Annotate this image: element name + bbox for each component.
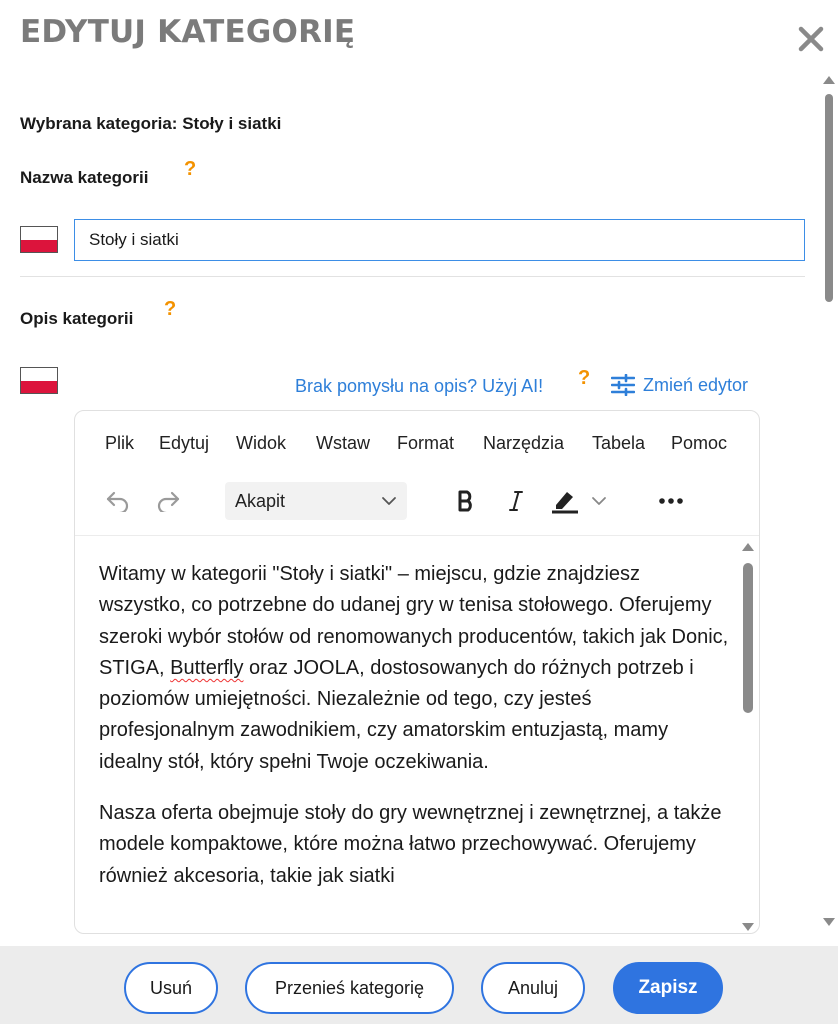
editor-content[interactable] (75, 537, 743, 934)
editor-menubar (75, 433, 759, 461)
misspelled-word: Butterfly (170, 656, 244, 679)
menu-help[interactable]: Pomoc (671, 433, 728, 453)
scroll-up-icon[interactable] (823, 76, 835, 84)
menu-format[interactable]: Format (397, 433, 455, 453)
redo-icon (155, 490, 181, 512)
highlight-color-dropdown[interactable] (587, 481, 611, 521)
close-icon (796, 24, 826, 54)
italic-icon (506, 489, 526, 513)
poland-flag-icon[interactable] (20, 226, 58, 253)
category-name-label: Nazwa kategorii (20, 168, 149, 187)
menu-view[interactable]: Widok (236, 433, 287, 453)
dialog-scrollbar[interactable] (820, 70, 838, 932)
block-format-value: Akapit (235, 490, 286, 511)
bold-icon (456, 489, 476, 513)
dialog-title: EDYTUJ KATEGORIĘ (20, 14, 356, 50)
scrollbar-thumb[interactable] (743, 563, 753, 713)
paragraph (99, 559, 729, 778)
scroll-down-icon[interactable] (823, 918, 835, 926)
cancel-button[interactable]: Anuluj (481, 962, 585, 1014)
selected-category-label: Wybrana kategoria: (20, 114, 183, 133)
close-button[interactable] (796, 24, 826, 54)
save-button[interactable]: Zapisz (613, 962, 723, 1014)
ai-help-icon[interactable]: ? (578, 367, 591, 389)
more-icon (658, 497, 684, 505)
category-description-help-icon[interactable]: ? (164, 298, 177, 320)
menu-tools[interactable]: Narzędzia (483, 433, 565, 453)
scroll-down-icon[interactable] (742, 923, 754, 931)
sliders-icon (611, 374, 635, 396)
editor-toolbar (75, 481, 759, 523)
paragraph-text: Witamy w kategorii "Stoły i siatki" – miejscu, gdzie znajdziesz wszystko, co potrzebne do udanej gry w tenisa stołowego. Oferujemy szeroki wybór stołów od renomowanych producentów, takich jak Donic, STIGA, (99, 563, 729, 679)
dialog-footer (0, 946, 838, 1024)
menu-file[interactable]: Plik (105, 433, 135, 453)
selected-category-value: Stoły i siatki (182, 114, 282, 133)
undo-icon (105, 490, 131, 512)
block-format-select[interactable] (225, 482, 407, 520)
rich-text-editor (74, 410, 760, 934)
paragraph-text: oraz JOOLA, dostosowanych do różnych potrzeb i poziomów umiejętności. Niezależnie od tego, czy jesteś profesjonalnym zawodnikiem, czy amatorskim entuzjastą, mamy idealny stół, który spełni Twoje oczekiwania. (99, 656, 694, 773)
italic-button[interactable] (499, 481, 533, 521)
bold-button[interactable] (449, 481, 483, 521)
category-description-label: Opis kategorii (20, 309, 134, 328)
poland-flag-icon[interactable] (20, 367, 58, 394)
menu-table[interactable]: Tabela (592, 433, 646, 453)
highlight-color-button[interactable] (547, 481, 583, 521)
ai-description-link[interactable]: Brak pomysłu na opis? Użyj AI! (295, 376, 544, 396)
editor-scrollbar[interactable] (739, 541, 757, 933)
chevron-down-icon (381, 496, 397, 506)
delete-button[interactable]: Usuń (124, 962, 218, 1014)
paragraph: Nasza oferta obejmuje stoły do gry wewnętrznej i zewnętrznej, a także modele kompaktowe, które można łatwo przechowywać. Oferujemy również akcesoria, takie jak siatki (99, 802, 722, 887)
change-editor-label: Zmień edytor (643, 374, 749, 395)
redo-button[interactable] (151, 481, 185, 521)
change-editor-button[interactable] (611, 374, 748, 396)
category-name-input[interactable] (74, 219, 805, 261)
menu-edit[interactable]: Edytuj (159, 433, 210, 453)
category-name-help-icon[interactable]: ? (184, 158, 197, 180)
scrollbar-thumb[interactable] (825, 94, 833, 302)
chevron-down-icon (591, 496, 607, 506)
divider (20, 276, 805, 277)
menu-insert[interactable]: Wstaw (316, 433, 370, 453)
undo-button[interactable] (101, 481, 135, 521)
toolbar-divider (75, 535, 759, 536)
scroll-up-icon[interactable] (742, 543, 754, 551)
move-category-button[interactable]: Przenieś kategorię (245, 962, 454, 1014)
selected-category (20, 114, 281, 134)
more-button[interactable] (653, 481, 689, 521)
highlighter-icon (550, 488, 580, 514)
